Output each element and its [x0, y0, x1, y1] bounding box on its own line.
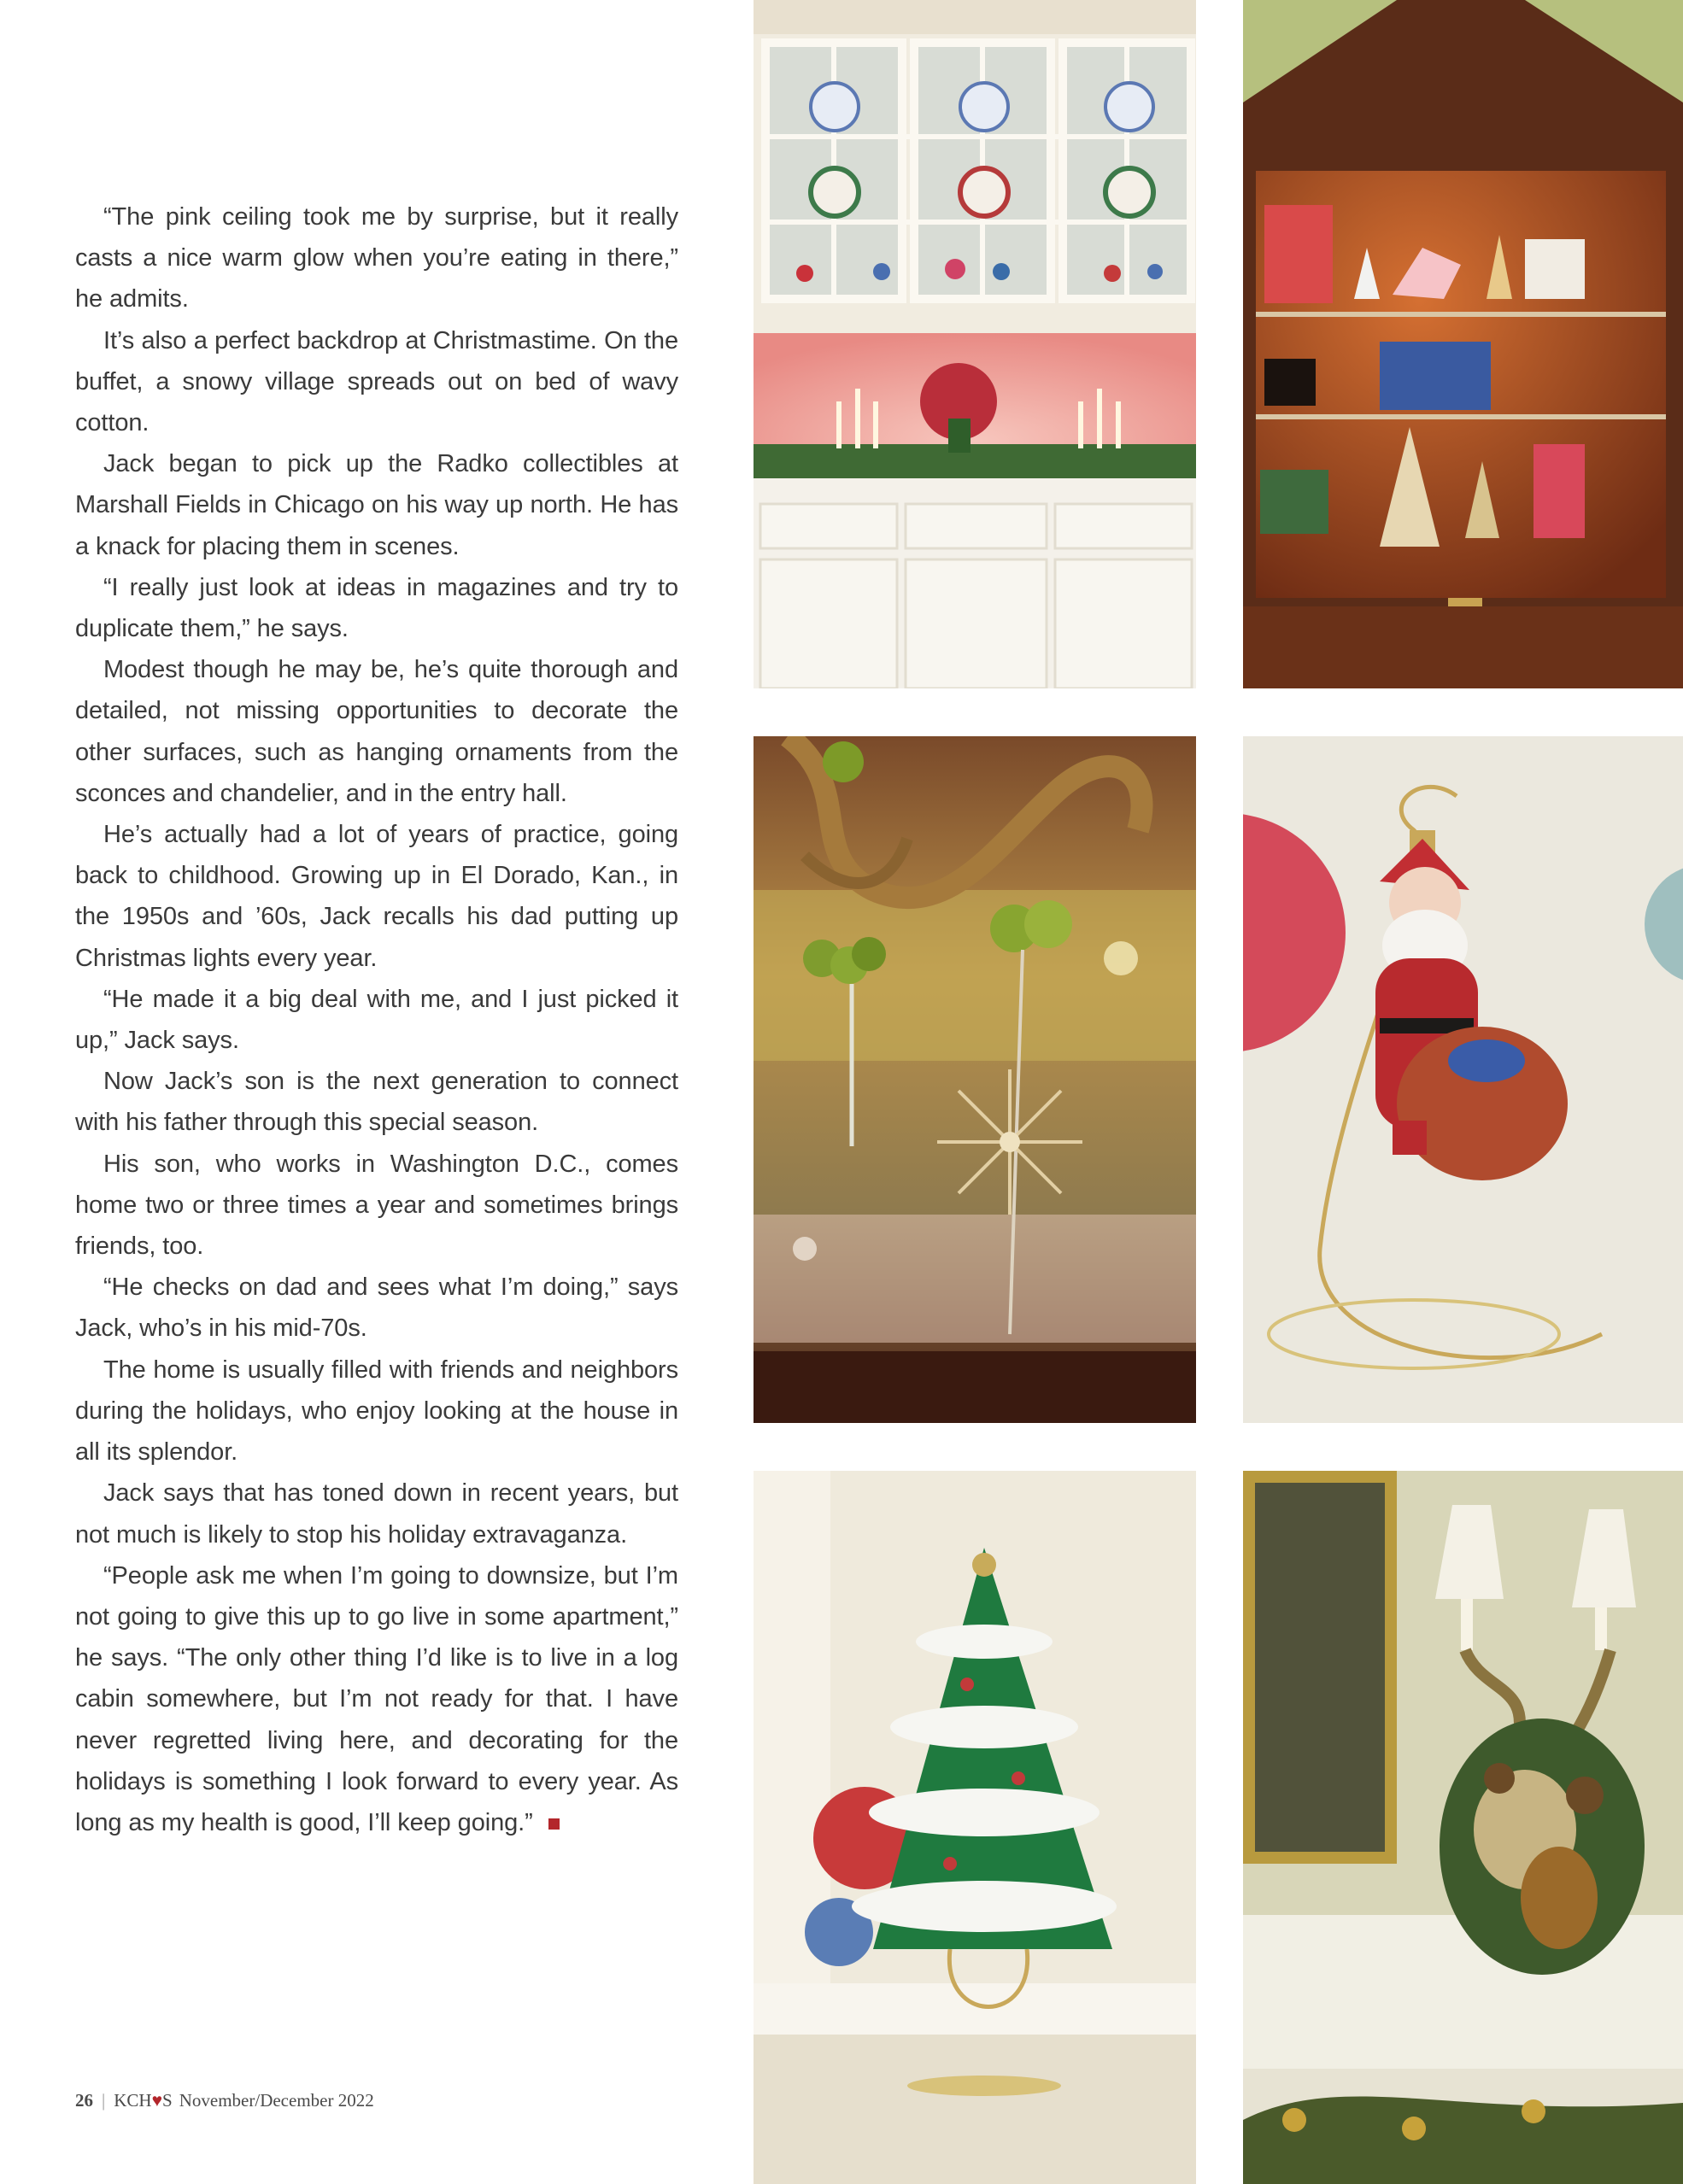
issue-date: November/December 2022: [179, 2090, 374, 2111]
footer-separator: |: [102, 2090, 106, 2111]
article-paragraph: Jack says that has toned down in recent years, but not much is likely to stop his holiday extravaganza.: [75, 1479, 678, 1549]
page-number: 26: [75, 2090, 93, 2111]
page-footer: [75, 2090, 374, 2111]
article-paragraph: “He made it a big deal with me, and I just picked it up,” Jack says.: [75, 985, 678, 1055]
article-paragraph: “The pink ceiling took me by surprise, but it really casts a nice warm glow when you’re eating in there,” he admits.: [75, 203, 678, 313]
article-paragraph: Modest though he may be, he’s quite thorough and detailed, not missing opportunities to decorate the other surfaces, such as hanging ornaments from the sconces and chandelier, and in the entry hall.: [75, 656, 678, 807]
article-paragraph: The home is usually filled with friends and neighbors during the holidays, who enjoy looking at the house in all its splendor.: [75, 1355, 678, 1467]
photo-dining-buffet-cabinet: [754, 0, 1196, 688]
article-paragraph: “I really just look at ideas in magazines and try to duplicate them,” he says.: [75, 573, 678, 643]
photo-chandelier-ornaments: [754, 736, 1196, 1423]
magazine-logo-ornament: ♥: [151, 2090, 163, 2111]
article-paragraph: “He checks on dad and sees what I’m doing,” says Jack, who’s in his mid-70s.: [75, 1274, 678, 1343]
article-paragraph: It’s also a perfect backdrop at Christmastime. On the buffet, a snowy village spreads out on bed of wavy cotton.: [75, 326, 678, 437]
article-paragraph: He’s actually had a lot of years of practice, going back to childhood. Growing up in El Dorado, Kan., in the 1950s and ’60s, Jack recalls his dad putting up Christmas lights every year.: [75, 821, 678, 972]
article-paragraph: His son, who works in Washington D.C., comes home two or three times a year and sometimes brings friends, too.: [75, 1150, 678, 1261]
photo-wood-hutch-collectibles: [1243, 0, 1683, 688]
article-paragraph-text: “People ask me when I’m going to downsize, but I’m not going to give this up to go live in some apartment,” he says. “The only other thing I’d like is to live in a log cabin somewhere, but I’m not ready for that. I have never regretted living here, and decorating for the holidays is something I look forward to every year. As long as my health is good, I’ll keep going.”: [75, 1561, 678, 1836]
photo-santa-ornament: [1243, 736, 1683, 1423]
article-paragraph-last: [75, 1555, 678, 1843]
magazine-logo: KCH♥S: [114, 2090, 173, 2111]
end-of-article-mark: [548, 1818, 560, 1830]
photo-sconce-greenery: [1243, 1471, 1683, 2184]
article-paragraph: Jack began to pick up the Radko collectibles at Marshall Fields in Chicago on his way up north. He has a knack for placing them in scenes.: [75, 450, 678, 560]
article-paragraph: Now Jack’s son is the next generation to connect with his father through this special season.: [75, 1068, 678, 1137]
photo-tree-ornament: [754, 1471, 1196, 2184]
article-body: [75, 196, 678, 1843]
